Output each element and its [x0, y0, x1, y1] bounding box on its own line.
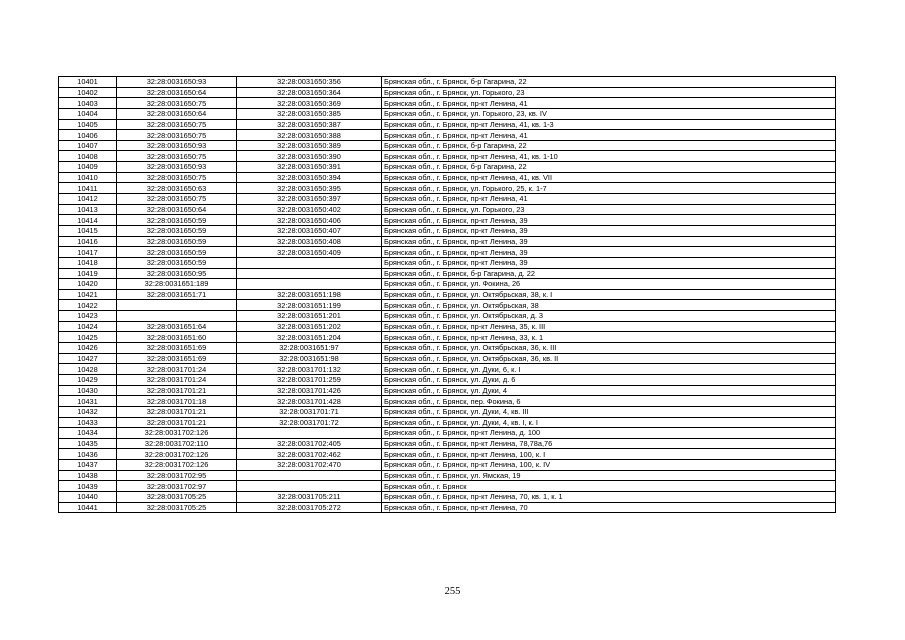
address-cell: Брянская обл., г. Брянск, пр-кт Ленина, 41 [382, 98, 836, 109]
cadastral-number-cell: 32:28:0031701:21 [117, 406, 237, 417]
object-cadastral-number-cell: 32:28:0031650:402 [237, 204, 382, 215]
address-cell: Брянская обл., г. Брянск, пр-кт Ленина, 35, к. III [382, 321, 836, 332]
address-cell: Брянская обл., г. Брянск, б-р Гагарина, 22 [382, 140, 836, 151]
cadastral-number-cell: 32:28:0031705:25 [117, 491, 237, 502]
record-number-cell: 10409 [59, 162, 117, 173]
cadastral-number-cell: 32:28:0031701:21 [117, 385, 237, 396]
table-row [59, 279, 836, 290]
table-row [59, 300, 836, 311]
cadastral-number-cell: 32:28:0031701:21 [117, 417, 237, 428]
record-number-cell: 10421 [59, 289, 117, 300]
cadastral-number-cell: 32:28:0031651:71 [117, 289, 237, 300]
register-table-body [59, 77, 836, 513]
record-number-cell: 10428 [59, 364, 117, 375]
cadastral-number-cell: 32:28:0031702:97 [117, 481, 237, 492]
cadastral-number-cell: 32:28:0031701:24 [117, 374, 237, 385]
table-row [59, 140, 836, 151]
object-cadastral-number-cell: 32:28:0031650:409 [237, 247, 382, 258]
cadastral-number-cell: 32:28:0031650:95 [117, 268, 237, 279]
table-row [59, 385, 836, 396]
table-row [59, 502, 836, 513]
object-cadastral-number-cell: 32:28:0031651:97 [237, 343, 382, 354]
object-cadastral-number-cell: 32:28:0031650:390 [237, 151, 382, 162]
cadastral-number-cell: 32:28:0031702:126 [117, 428, 237, 439]
cadastral-number-cell: 32:28:0031650:59 [117, 215, 237, 226]
record-number-cell: 10414 [59, 215, 117, 226]
table-row [59, 417, 836, 428]
table-row [59, 108, 836, 119]
table-row [59, 364, 836, 375]
table-row [59, 311, 836, 322]
record-number-cell: 10411 [59, 183, 117, 194]
object-cadastral-number-cell [237, 257, 382, 268]
cadastral-number-cell: 32:28:0031651:64 [117, 321, 237, 332]
object-cadastral-number-cell: 32:28:0031650:407 [237, 225, 382, 236]
address-cell: Брянская обл., г. Брянск, пр-кт Ленина, 41 [382, 194, 836, 205]
cadastral-number-cell: 32:28:0031650:75 [117, 130, 237, 141]
object-cadastral-number-cell: 32:28:0031650:364 [237, 87, 382, 98]
cadastral-number-cell [117, 311, 237, 322]
table-row [59, 374, 836, 385]
object-cadastral-number-cell: 32:28:0031701:72 [237, 417, 382, 428]
address-cell: Брянская обл., г. Брянск, ул. Дуки, 4, кв. III [382, 406, 836, 417]
table-row [59, 172, 836, 183]
object-cadastral-number-cell: 32:28:0031701:71 [237, 406, 382, 417]
address-cell: Брянская обл., г. Брянск, пр-кт Ленина, 70, кв. 1, к. 1 [382, 491, 836, 502]
table-row [59, 87, 836, 98]
record-number-cell: 10434 [59, 428, 117, 439]
address-cell: Брянская обл., г. Брянск, пр-кт Ленина, 41, кв. 1-10 [382, 151, 836, 162]
address-cell: Брянская обл., г. Брянск, пр-кт Ленина, 70 [382, 502, 836, 513]
register-table [58, 76, 836, 513]
object-cadastral-number-cell: 32:28:0031650:397 [237, 194, 382, 205]
table-row [59, 236, 836, 247]
object-cadastral-number-cell [237, 428, 382, 439]
address-cell: Брянская обл., г. Брянск, ул. Горького, 25, к. 1-7 [382, 183, 836, 194]
record-number-cell: 10405 [59, 119, 117, 130]
table-row [59, 353, 836, 364]
address-cell: Брянская обл., г. Брянск, пр-кт Ленина, 41 [382, 130, 836, 141]
address-cell: Брянская обл., г. Брянск, ул. Фокина, 26 [382, 279, 836, 290]
cadastral-number-cell: 32:28:0031650:64 [117, 87, 237, 98]
object-cadastral-number-cell: 32:28:0031651:199 [237, 300, 382, 311]
object-cadastral-number-cell: 32:28:0031650:391 [237, 162, 382, 173]
record-number-cell: 10433 [59, 417, 117, 428]
table-row [59, 332, 836, 343]
address-cell: Брянская обл., г. Брянск, ул. Дуки, д. 6 [382, 374, 836, 385]
record-number-cell: 10429 [59, 374, 117, 385]
table-row [59, 194, 836, 205]
table-row [59, 151, 836, 162]
object-cadastral-number-cell: 32:28:0031650:394 [237, 172, 382, 183]
address-cell: Брянская обл., г. Брянск, пр-кт Ленина, 39 [382, 215, 836, 226]
record-number-cell: 10406 [59, 130, 117, 141]
cadastral-number-cell: 32:28:0031650:63 [117, 183, 237, 194]
object-cadastral-number-cell: 32:28:0031702:470 [237, 460, 382, 471]
table-row [59, 470, 836, 481]
address-cell: Брянская обл., г. Брянск, пр-кт Ленина, д. 100 [382, 428, 836, 439]
table-row [59, 343, 836, 354]
cadastral-number-cell: 32:28:0031651:69 [117, 353, 237, 364]
table-row [59, 257, 836, 268]
table-row [59, 98, 836, 109]
record-number-cell: 10440 [59, 491, 117, 502]
table-row [59, 119, 836, 130]
record-number-cell: 10407 [59, 140, 117, 151]
address-cell: Брянская обл., г. Брянск, ул. Дуки, 6, к. I [382, 364, 836, 375]
object-cadastral-number-cell: 32:28:0031701:132 [237, 364, 382, 375]
address-cell: Брянская обл., г. Брянск, ул. Горького, 23 [382, 87, 836, 98]
address-cell: Брянская обл., г. Брянск, пр-кт Ленина, 39 [382, 257, 836, 268]
record-number-cell: 10418 [59, 257, 117, 268]
cadastral-number-cell: 32:28:0031705:25 [117, 502, 237, 513]
table-row [59, 438, 836, 449]
record-number-cell: 10430 [59, 385, 117, 396]
record-number-cell: 10403 [59, 98, 117, 109]
record-number-cell: 10422 [59, 300, 117, 311]
address-cell: Брянская обл., г. Брянск, пр-кт Ленина, 100, к. I [382, 449, 836, 460]
record-number-cell: 10401 [59, 77, 117, 88]
object-cadastral-number-cell: 32:28:0031650:385 [237, 108, 382, 119]
object-cadastral-number-cell: 32:28:0031650:408 [237, 236, 382, 247]
address-cell: Брянская обл., г. Брянск, пр-кт Ленина, 33, к. 1 [382, 332, 836, 343]
record-number-cell: 10424 [59, 321, 117, 332]
record-number-cell: 10431 [59, 396, 117, 407]
object-cadastral-number-cell: 32:28:0031701:426 [237, 385, 382, 396]
page-number: 255 [444, 586, 461, 597]
address-cell: Брянская обл., г. Брянск, ул. Октябрьская, 36, кв. II [382, 353, 836, 364]
object-cadastral-number-cell: 32:28:0031651:201 [237, 311, 382, 322]
address-cell: Брянская обл., г. Брянск, ул. Горького, 23 [382, 204, 836, 215]
address-cell: Брянская обл., г. Брянск, пер. Фокина, 6 [382, 396, 836, 407]
cadastral-number-cell: 32:28:0031701:18 [117, 396, 237, 407]
table-row [59, 491, 836, 502]
object-cadastral-number-cell: 32:28:0031705:211 [237, 491, 382, 502]
cadastral-number-cell: 32:28:0031650:93 [117, 162, 237, 173]
table-row [59, 449, 836, 460]
record-number-cell: 10438 [59, 470, 117, 481]
record-number-cell: 10435 [59, 438, 117, 449]
cadastral-number-cell: 32:28:0031650:93 [117, 77, 237, 88]
cadastral-number-cell: 32:28:0031650:75 [117, 172, 237, 183]
table-row [59, 481, 836, 492]
address-cell: Брянская обл., г. Брянск, б-р Гагарина, 22 [382, 77, 836, 88]
record-number-cell: 10432 [59, 406, 117, 417]
table-row [59, 183, 836, 194]
cadastral-number-cell: 32:28:0031650:64 [117, 204, 237, 215]
table-row [59, 162, 836, 173]
object-cadastral-number-cell: 32:28:0031702:462 [237, 449, 382, 460]
object-cadastral-number-cell [237, 279, 382, 290]
record-number-cell: 10404 [59, 108, 117, 119]
table-row [59, 247, 836, 258]
address-cell: Брянская обл., г. Брянск, б-р Гагарина, 22 [382, 162, 836, 173]
address-cell: Брянская обл., г. Брянск, ул. Октябрьская, д. 3 [382, 311, 836, 322]
table-row [59, 289, 836, 300]
cadastral-number-cell: 32:28:0031651:69 [117, 343, 237, 354]
record-number-cell: 10423 [59, 311, 117, 322]
record-number-cell: 10425 [59, 332, 117, 343]
address-cell: Брянская обл., г. Брянск [382, 481, 836, 492]
object-cadastral-number-cell: 32:28:0031651:98 [237, 353, 382, 364]
cadastral-number-cell: 32:28:0031702:95 [117, 470, 237, 481]
record-number-cell: 10420 [59, 279, 117, 290]
table-row [59, 268, 836, 279]
object-cadastral-number-cell: 32:28:0031701:259 [237, 374, 382, 385]
cadastral-number-cell: 32:28:0031650:75 [117, 151, 237, 162]
cadastral-number-cell: 32:28:0031650:75 [117, 98, 237, 109]
table-row [59, 130, 836, 141]
record-number-cell: 10402 [59, 87, 117, 98]
address-cell: Брянская обл., г. Брянск, ул. Ямская, 19 [382, 470, 836, 481]
table-row [59, 215, 836, 226]
cadastral-number-cell: 32:28:0031650:75 [117, 119, 237, 130]
address-cell: Брянская обл., г. Брянск, пр-кт Ленина, 78,78а,76 [382, 438, 836, 449]
cadastral-number-cell: 32:28:0031651:189 [117, 279, 237, 290]
table-row [59, 396, 836, 407]
address-cell: Брянская обл., г. Брянск, ул. Октябрьская, 36, к. III [382, 343, 836, 354]
record-number-cell: 10427 [59, 353, 117, 364]
object-cadastral-number-cell: 32:28:0031651:198 [237, 289, 382, 300]
cadastral-number-cell: 32:28:0031650:59 [117, 236, 237, 247]
table-row [59, 460, 836, 471]
address-cell: Брянская обл., г. Брянск, ул. Горького, 23, кв. IV [382, 108, 836, 119]
address-cell: Брянская обл., г. Брянск, ул. Октябрьская, 38 [382, 300, 836, 311]
cadastral-number-cell: 32:28:0031701:24 [117, 364, 237, 375]
record-number-cell: 10415 [59, 225, 117, 236]
object-cadastral-number-cell: 32:28:0031651:202 [237, 321, 382, 332]
address-cell: Брянская обл., г. Брянск, пр-кт Ленина, 41, кв. VII [382, 172, 836, 183]
record-number-cell: 10417 [59, 247, 117, 258]
object-cadastral-number-cell: 32:28:0031650:406 [237, 215, 382, 226]
table-row [59, 204, 836, 215]
cadastral-number-cell: 32:28:0031650:59 [117, 247, 237, 258]
object-cadastral-number-cell: 32:28:0031650:389 [237, 140, 382, 151]
table-row [59, 77, 836, 88]
cadastral-number-cell [117, 300, 237, 311]
record-number-cell: 10437 [59, 460, 117, 471]
address-cell: Брянская обл., г. Брянск, б-р Гагарина, д. 22 [382, 268, 836, 279]
record-number-cell: 10408 [59, 151, 117, 162]
object-cadastral-number-cell: 32:28:0031650:356 [237, 77, 382, 88]
address-cell: Брянская обл., г. Брянск, пр-кт Ленина, 39 [382, 247, 836, 258]
cadastral-number-cell: 32:28:0031702:110 [117, 438, 237, 449]
record-number-cell: 10441 [59, 502, 117, 513]
cadastral-number-cell: 32:28:0031702:126 [117, 460, 237, 471]
object-cadastral-number-cell: 32:28:0031650:388 [237, 130, 382, 141]
record-number-cell: 10436 [59, 449, 117, 460]
cadastral-number-cell: 32:28:0031650:64 [117, 108, 237, 119]
record-number-cell: 10419 [59, 268, 117, 279]
address-cell: Брянская обл., г. Брянск, ул. Октябрьская, 38, к. I [382, 289, 836, 300]
record-number-cell: 10413 [59, 204, 117, 215]
record-number-cell: 10439 [59, 481, 117, 492]
cadastral-number-cell: 32:28:0031650:59 [117, 257, 237, 268]
address-cell: Брянская обл., г. Брянск, ул. Дуки, 4, кв. I, к. I [382, 417, 836, 428]
address-cell: Брянская обл., г. Брянск, пр-кт Ленина, 39 [382, 225, 836, 236]
object-cadastral-number-cell [237, 481, 382, 492]
object-cadastral-number-cell: 32:28:0031651:204 [237, 332, 382, 343]
record-number-cell: 10412 [59, 194, 117, 205]
address-cell: Брянская обл., г. Брянск, пр-кт Ленина, 39 [382, 236, 836, 247]
record-number-cell: 10426 [59, 343, 117, 354]
cadastral-number-cell: 32:28:0031702:126 [117, 449, 237, 460]
address-cell: Брянская обл., г. Брянск, пр-кт Ленина, 100, к. IV [382, 460, 836, 471]
record-number-cell: 10416 [59, 236, 117, 247]
object-cadastral-number-cell: 32:28:0031705:272 [237, 502, 382, 513]
object-cadastral-number-cell: 32:28:0031702:405 [237, 438, 382, 449]
address-cell: Брянская обл., г. Брянск, ул. Дуки, 4 [382, 385, 836, 396]
object-cadastral-number-cell [237, 268, 382, 279]
object-cadastral-number-cell: 32:28:0031650:387 [237, 119, 382, 130]
cadastral-number-cell: 32:28:0031651:60 [117, 332, 237, 343]
table-row [59, 225, 836, 236]
table-row [59, 428, 836, 439]
address-cell: Брянская обл., г. Брянск, пр-кт Ленина, 41, кв. 1-3 [382, 119, 836, 130]
object-cadastral-number-cell: 32:28:0031701:428 [237, 396, 382, 407]
cadastral-number-cell: 32:28:0031650:59 [117, 225, 237, 236]
record-number-cell: 10410 [59, 172, 117, 183]
cadastral-number-cell: 32:28:0031650:93 [117, 140, 237, 151]
cadastral-number-cell: 32:28:0031650:75 [117, 194, 237, 205]
object-cadastral-number-cell: 32:28:0031650:395 [237, 183, 382, 194]
object-cadastral-number-cell: 32:28:0031650:369 [237, 98, 382, 109]
table-row [59, 321, 836, 332]
table-row [59, 406, 836, 417]
object-cadastral-number-cell [237, 470, 382, 481]
